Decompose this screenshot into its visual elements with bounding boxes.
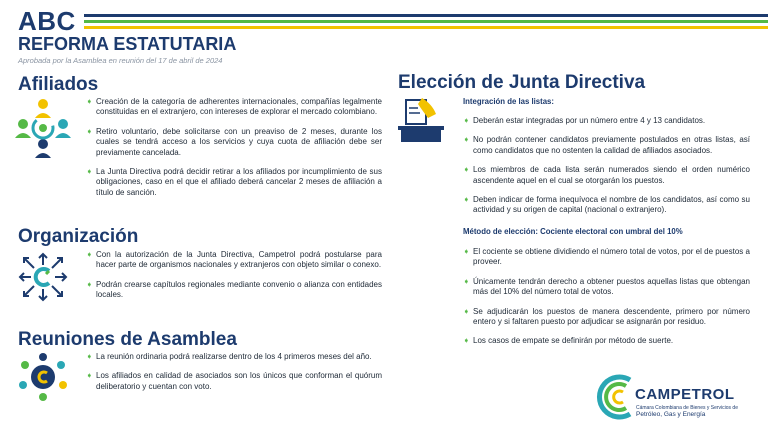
- list-item: ➧ Podrán crearse capítulos regionales mediante convenio o alianza con entidades locales.: [86, 279, 382, 300]
- ballot-box-icon: [396, 96, 446, 144]
- list-item: ➧ Los afiliados en calidad de asociados son los únicos que conforman el quórum deliberatorio y cuentan con voto.: [86, 371, 382, 391]
- organizacion-list: [86, 250, 382, 310]
- metodo-heading: Método de elección: Cociente electoral con umbral del 10%: [463, 227, 683, 236]
- list-item: ➧ Retiro voluntario, debe solicitarse con un preaviso de 2 meses, durante los cuales se tendrá acceso a los servicios y cuya cuota de afiliación debe ser previamente cancelada.: [86, 126, 382, 157]
- list-item: ➧ La Junta Directiva podrá decidir retirar a los afiliados por incumplimiento de sus obligaciones, caso en el que el afiliado deberá cancelar 2 meses de afiliación a título de sanción.: [86, 167, 382, 197]
- integracion-heading: Integración de las listas:: [463, 97, 554, 106]
- logo-tagline-2: Petróleo, Gas y Energía: [636, 411, 706, 418]
- integracion-list: [463, 116, 750, 225]
- header-decorative-bars: [84, 14, 768, 32]
- afiliados-list: [86, 97, 382, 207]
- campetrol-logo-icon: [596, 372, 636, 422]
- list-item: ➧ No podrán contener candidatos previamente postulados en otras listas, así como candidatos que no ostenten la calidad de afiliados asociados.: [463, 135, 750, 155]
- list-item: ➧ Creación de la categoría de adherentes internacionales, compañías legalmente constituidas en el extranjero, con intereses de explorar el mercado colombiano.: [86, 97, 382, 117]
- list-item: ➧ Deberán estar integradas por un número entre 4 y 13 candidatos.: [463, 116, 706, 125]
- list-item: ➧ Con la autorización de la Junta Directiva, Campetrol podrá postularse para hacer parte de organismos nacionales y extranjeros con objeto similar o conexo.: [86, 250, 382, 270]
- campetrol-logo-text: CAMPETROL: [635, 386, 735, 403]
- page-title: REFORMA ESTATUTARIA: [18, 34, 237, 54]
- header-abc: ABC: [18, 6, 76, 36]
- page-subtitle: Aprobada por la Asamblea en reunión del 17 de abril de 2024: [18, 56, 223, 65]
- list-item: ➧ Únicamente tendrán derecho a obtener puestos aquellas listas que obtengan más del 10% del número total de votos.: [463, 276, 750, 297]
- reuniones-list: [86, 352, 382, 401]
- section-title-reuniones: Reuniones de Asamblea: [18, 329, 237, 350]
- logo-tagline-1: Cámara Colombiana de Bienes y Servicios de: [636, 405, 738, 411]
- list-item: ➧ Los miembros de cada lista serán numerados siendo el orden numérico ascendente aquel en el cual se otorgarán los puestos.: [463, 165, 750, 185]
- section-title-organizacion: Organización: [18, 226, 139, 247]
- meeting-circle-icon: [16, 352, 70, 402]
- list-item: ➧ La reunión ordinaria podrá realizarse dentro de los 4 primeros meses del año.: [86, 352, 372, 361]
- expand-arrows-icon: [16, 250, 70, 304]
- list-item: ➧ Deben indicar de forma inequívoca el nombre de los candidatos, así como su actividad y su origen de capital (nacional o extranjero).: [463, 195, 750, 215]
- people-network-icon: [14, 96, 72, 162]
- section-title-afiliados: Afiliados: [18, 74, 99, 95]
- list-item: ➧ Se adjudicarán los puestos de manera descendente, primero por número entero y si faltaren puesto por adjudicar se asignarán por residuo.: [463, 306, 750, 327]
- list-item: ➧ Los casos de empate se definirán por método de suerte.: [463, 336, 674, 346]
- section-title-eleccion: Elección de Junta Directiva: [398, 72, 646, 93]
- list-item: ➧ El cociente se obtiene dividiendo el número total de votos, por el de puestos a proveer.: [463, 247, 750, 267]
- metodo-list: [463, 247, 750, 356]
